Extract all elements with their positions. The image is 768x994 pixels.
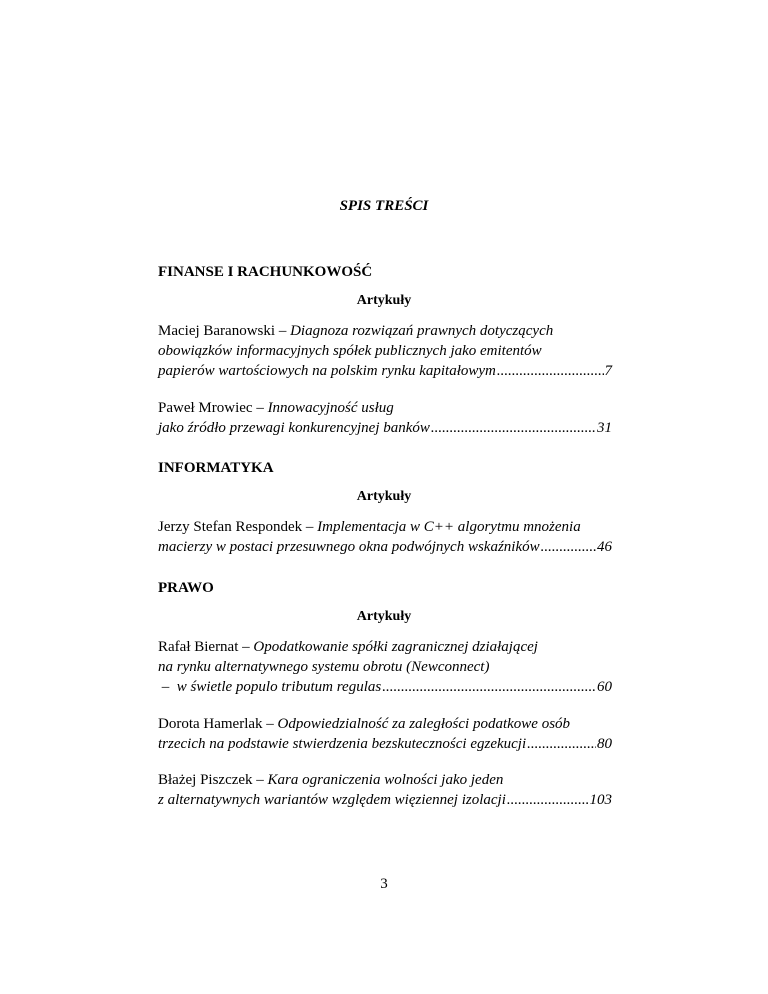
dot-leader [382,677,596,697]
section-subheading-informatics: Artykuły [356,489,412,504]
entry-title-line: – w świetle populo tributum regulas [158,679,382,695]
entry-page-number: 46 [597,539,612,555]
entry-page-number: 103 [589,792,612,808]
section-heading-finance: FINANSE I RACHUNKOWOŚĆ [158,264,373,280]
entry-separator: – [252,772,268,788]
page-number: 3 [380,876,388,892]
entry-page-number: 31 [597,420,612,436]
toc-entry-piszczek[interactable] [158,770,612,810]
toc-entry-biernat[interactable] [158,637,612,697]
entry-title-line: na rynku alternatywnego systemu obrotu (Newconnect) [158,659,490,675]
entry-title-line: obowiązków informacyjnych spółek publicznych jako emitentów [158,343,542,359]
section-heading-law: PRAWO [158,580,214,596]
entry-author: Jerzy Stefan Respondek [158,519,303,535]
entry-title-line: Kara ograniczenia wolności jako jeden [267,772,504,788]
entry-title-line: jako źródło przewagi konkurencyjnej banków [158,420,430,436]
entry-separator: – [252,400,268,416]
toc-entry-mrowiec[interactable] [158,398,612,438]
entry-author: Błażej Piszczek [158,772,253,788]
entry-title-line: trzecich na podstawie stwierdzenia bezskuteczności egzekucji [158,736,527,752]
entry-title-line: Innowacyjność usług [267,400,394,416]
section-subheading-finance: Artykuły [356,293,412,308]
entry-page-number: 80 [597,736,612,752]
toc-entry-hamerlak[interactable] [158,714,612,754]
toc-entry-baranowski[interactable] [158,321,612,381]
dot-leader [431,418,596,438]
toc-title: SPIS TREŚCI [339,198,429,214]
entry-title-line: Opodatkowanie spółki zagranicznej działającej [253,639,538,655]
entry-title-line: z alternatywnych wariantów względem więziennej izolacji [158,792,506,808]
entry-title-line: Diagnoza rozwiązań prawnych dotyczących [290,323,554,339]
toc-entry-respondek[interactable] [158,517,612,557]
entry-separator: – [275,323,291,339]
entry-author: Maciej Baranowski [158,323,276,339]
entry-title-line: Implementacja w C++ algorytmu mnożenia [317,519,581,535]
entry-page-number: 7 [604,363,612,379]
entry-title-line: Odpowiedzialność za zaległości podatkowe osób [277,716,571,732]
entry-title-line: macierzy w postaci przesuwnego okna podwójnych wskaźników [158,539,540,555]
entry-author: Rafał Biernat [158,639,239,655]
entry-separator: – [262,716,278,732]
section-heading-informatics: INFORMATYKA [158,460,274,476]
entry-separator: – [238,639,254,655]
section-subheading-law: Artykuły [356,609,412,624]
entry-author: Dorota Hamerlak [158,716,263,732]
dot-leader [541,537,596,557]
entry-title-line: papierów wartościowych na polskim rynku kapitałowym [158,363,496,379]
dot-leader [507,790,589,810]
dot-leader [527,734,596,754]
entry-page-number: 60 [597,679,612,695]
entry-separator: – [302,519,318,535]
dot-leader [497,361,604,381]
entry-author: Paweł Mrowiec [158,400,253,416]
